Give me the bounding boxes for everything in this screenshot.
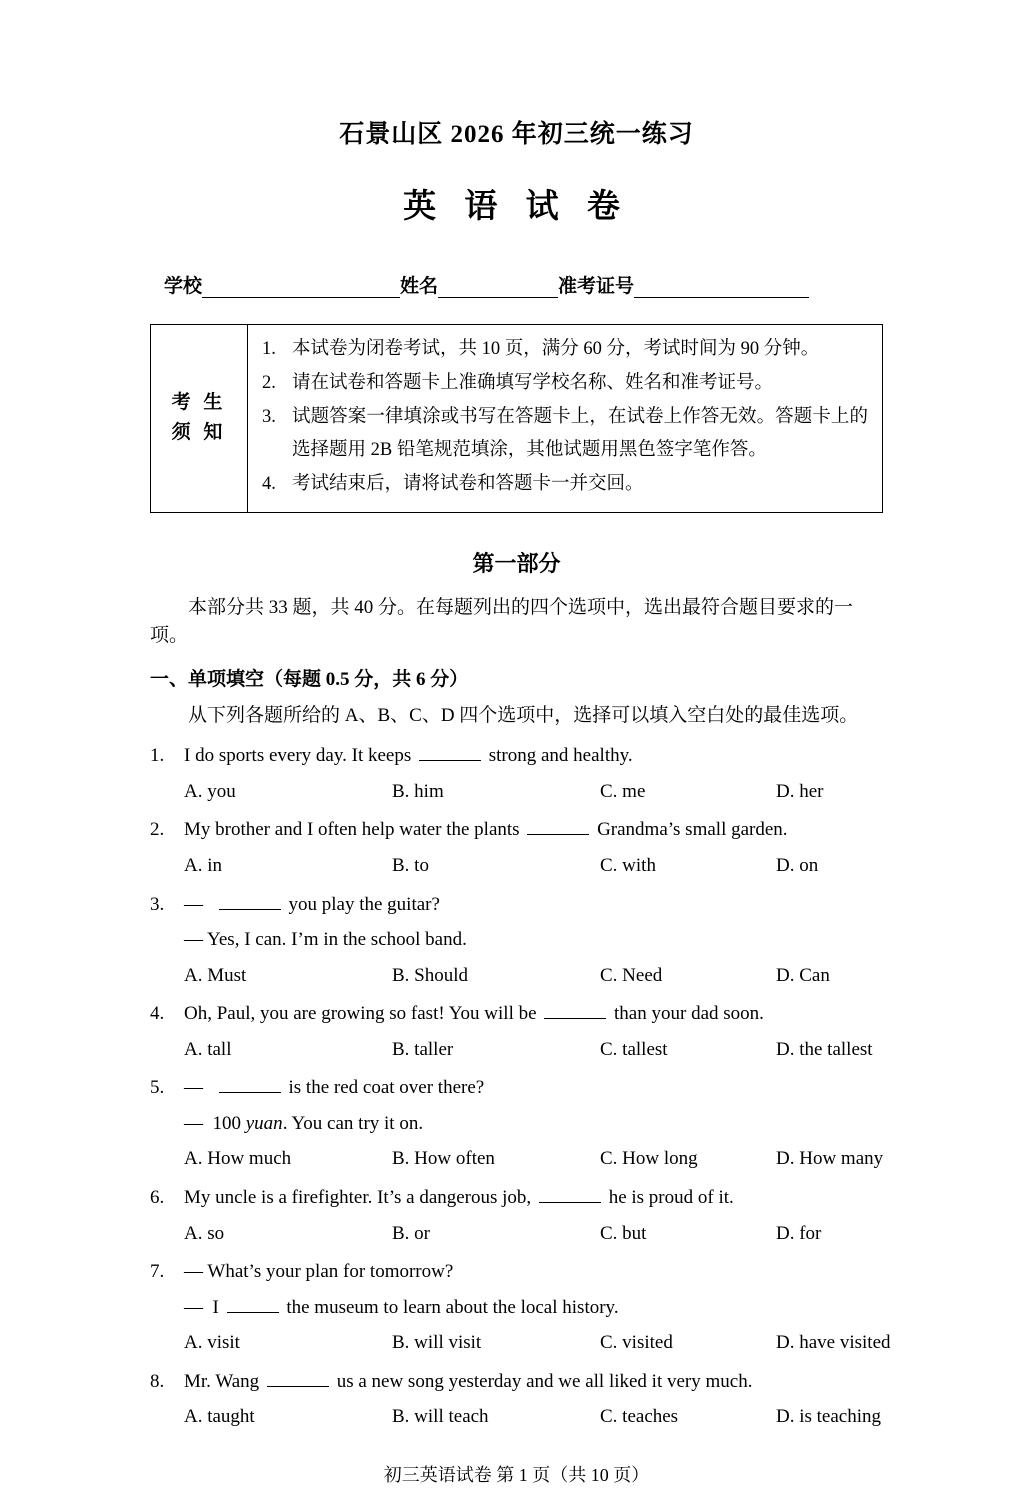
question-number: 3. (150, 893, 165, 915)
subject-title: 英 语 试 卷 (403, 189, 630, 225)
stem-before: My brother and I often help water the plants (184, 819, 520, 841)
option-b[interactable]: B. will visit (392, 1332, 482, 1354)
option-row (150, 962, 883, 990)
option-b[interactable]: B. will teach (392, 1406, 489, 1428)
student-id-line (150, 271, 883, 298)
question-stem (184, 1184, 883, 1212)
option-a[interactable]: A. you (184, 780, 236, 802)
stem-before: Oh, Paul, you are growing so fast! You will be (184, 1003, 537, 1025)
option-row (150, 1329, 891, 1357)
name-input-rule[interactable] (438, 280, 558, 298)
name-label: 姓名 (400, 276, 439, 297)
option-row (150, 852, 883, 880)
option-row (150, 778, 883, 806)
option-c[interactable]: C. me (600, 780, 646, 802)
option-d[interactable]: D. have visited (776, 1332, 891, 1354)
option-d[interactable]: D. the tallest (776, 1038, 873, 1060)
part-description: 本部分共 33 题，共 40 分。在每题列出的四个选项中，选出最符合题目要求的一项。 (150, 596, 854, 647)
option-b[interactable]: B. to (392, 855, 429, 877)
option-a[interactable]: A. in (184, 855, 222, 877)
answer-blank[interactable] (527, 819, 589, 835)
stem-after: is the red coat over there? (288, 1077, 485, 1099)
option-a[interactable]: A. taught (184, 1406, 255, 1428)
question-stem (184, 742, 883, 770)
option-row (150, 1220, 883, 1248)
option-d[interactable]: D. Can (776, 964, 830, 986)
question-stem (184, 1074, 883, 1102)
notice-list (262, 333, 868, 501)
second-line-text: — 100 yuan. You can try it on. (184, 1112, 424, 1134)
stem-after: Grandma’s small garden. (597, 819, 788, 841)
question-second-line: — Yes, I can. I’m in the school band. (184, 929, 467, 951)
option-a[interactable]: A. visit (184, 1332, 240, 1354)
notice-item: 请在试卷和答题卡上准确填写学校名称、姓名和准考证号。 (292, 372, 774, 393)
question-item (150, 1000, 883, 1063)
option-c[interactable]: C. teaches (600, 1406, 679, 1428)
question-item (150, 742, 883, 805)
option-d[interactable]: D. for (776, 1222, 822, 1244)
answer-blank[interactable] (219, 894, 281, 910)
question-number: 6. (150, 1186, 165, 1208)
stem-before: My uncle is a firefighter. It’s a dangerous job, (184, 1186, 532, 1208)
option-row (150, 1403, 883, 1431)
question-second-line (150, 1110, 883, 1138)
page-footer: 初三英语试卷 第 1 页（共 10 页） (383, 1464, 650, 1485)
question-item (150, 816, 883, 879)
question-stem: — What’s your plan for tomorrow? (184, 1261, 454, 1283)
notice-item: 试题答案一律填涂或书写在答题卡上，在试卷上作答无效。答题卡上的选择题用 2B 铅笔规范填涂，其他试题用黑色签字笔作答。 (292, 406, 868, 460)
answer-blank[interactable] (227, 1297, 279, 1313)
exam-no-input-rule[interactable] (634, 280, 809, 298)
answer-blank[interactable] (539, 1187, 601, 1203)
option-a[interactable]: A. tall (184, 1038, 232, 1060)
option-row (150, 1145, 883, 1173)
option-c[interactable]: C. visited (600, 1332, 673, 1354)
notice-body (248, 325, 882, 512)
stem-after: he is proud of it. (608, 1186, 734, 1208)
question-item (150, 1368, 883, 1431)
question-number: 5. (150, 1077, 165, 1099)
answer-blank[interactable] (544, 1003, 606, 1019)
notice-label-line2: 须 知 (171, 422, 227, 444)
option-b[interactable]: B. Should (392, 964, 469, 986)
question-stem (184, 1368, 883, 1396)
option-row (150, 1036, 883, 1064)
option-b[interactable]: B. or (392, 1222, 430, 1244)
option-d[interactable]: D. on (776, 855, 819, 877)
option-a[interactable]: A. so (184, 1222, 225, 1244)
option-a[interactable]: A. Must (184, 964, 247, 986)
notice-box (150, 324, 883, 513)
stem-after: you play the guitar? (288, 893, 440, 915)
question-number: 8. (150, 1370, 165, 1392)
question-stem (184, 816, 883, 844)
question-item (150, 1184, 883, 1247)
option-c[interactable]: C. How long (600, 1148, 698, 1170)
question-item (150, 1074, 883, 1173)
notice-label (151, 325, 248, 512)
option-b[interactable]: B. How often (392, 1148, 495, 1170)
page-title: 石景山区 2026 年初三统一练习 (339, 121, 694, 148)
section-heading: 一、单项填空（每题 0.5 分，共 6 分） (150, 668, 469, 690)
stem-before: I do sports every day. It keeps (184, 745, 412, 767)
section-subheading: 从下列各题所给的 A、B、C、D 四个选项中，选择可以填入空白处的最佳选项。 (188, 705, 859, 726)
option-c[interactable]: C. but (600, 1222, 647, 1244)
answer-blank[interactable] (419, 745, 481, 761)
answer-blank[interactable] (267, 1371, 329, 1387)
italic-word: yuan (245, 1112, 283, 1134)
school-input-rule[interactable] (202, 280, 400, 298)
question-number: 4. (150, 1003, 165, 1025)
second-line-text: — I the museum to learn about the local history. (184, 1296, 619, 1318)
answer-blank[interactable] (219, 1077, 281, 1093)
stem-before: — (184, 893, 203, 915)
notice-item: 考试结束后，请将试卷和答题卡一并交回。 (292, 473, 644, 494)
school-label: 学校 (164, 276, 203, 297)
notice-item: 本试卷为闭卷考试，共 10 页，满分 60 分，考试时间为 90 分钟。 (292, 339, 820, 359)
option-d[interactable]: D. is teaching (776, 1406, 882, 1428)
option-b[interactable]: B. him (392, 780, 444, 802)
stem-after: than your dad soon. (614, 1003, 764, 1025)
option-c[interactable]: C. with (600, 855, 656, 877)
option-b[interactable]: B. taller (392, 1038, 454, 1060)
stem-after: strong and healthy. (488, 745, 633, 767)
option-c[interactable]: C. tallest (600, 1038, 668, 1060)
question-second-line (150, 1294, 883, 1322)
notice-label-line1: 考 生 (171, 391, 227, 413)
question-stem (184, 891, 883, 919)
stem-before: — (184, 1077, 203, 1099)
question-number: 1. (150, 745, 165, 767)
stem-after: us a new song yesterday and we all liked it very much. (336, 1370, 753, 1392)
question-stem (184, 1000, 883, 1028)
option-a[interactable]: A. How much (184, 1148, 292, 1170)
option-c[interactable]: C. Need (600, 964, 663, 986)
question-item (150, 891, 883, 990)
question-number: 2. (150, 819, 165, 841)
stem-before: Mr. Wang (184, 1370, 260, 1392)
question-item (150, 1258, 891, 1357)
exam-no-label: 准考证号 (558, 276, 635, 297)
option-d[interactable]: D. her (776, 780, 824, 802)
question-number: 7. (150, 1261, 165, 1283)
part-title: 第一部分 (472, 550, 561, 576)
option-d[interactable]: D. How many (776, 1148, 884, 1170)
